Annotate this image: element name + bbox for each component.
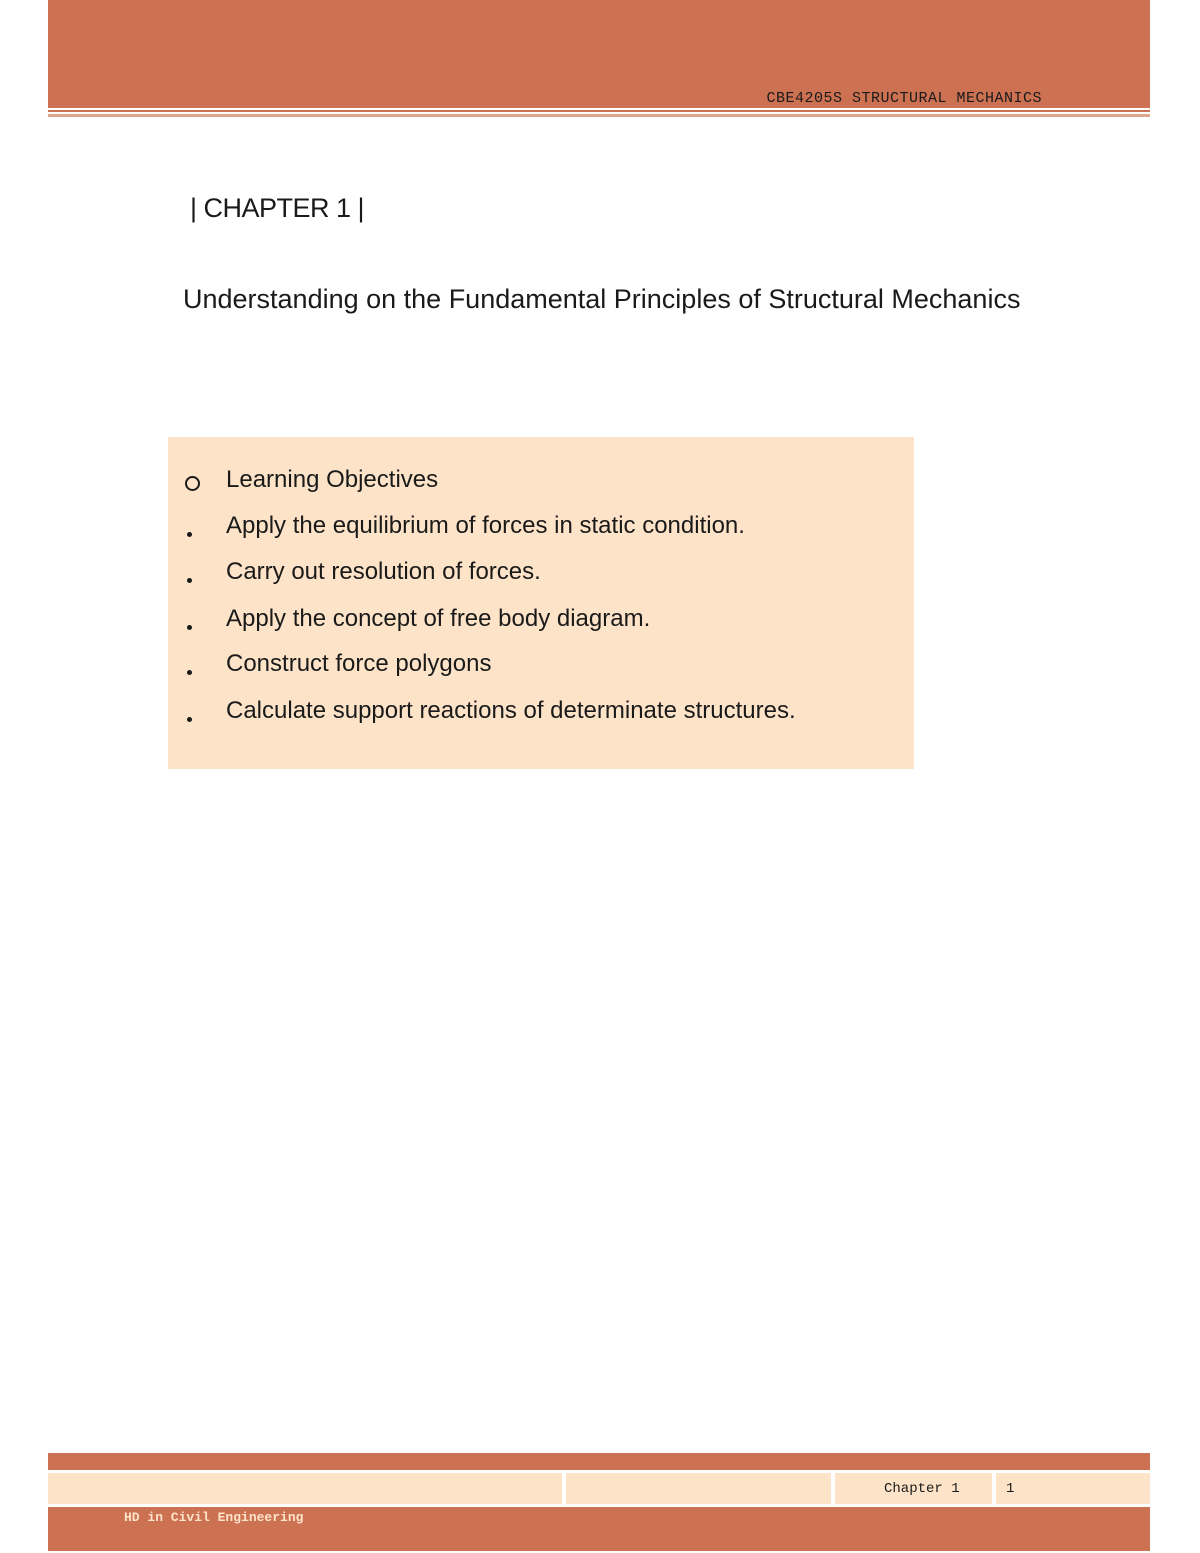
chapter-label: | CHAPTER 1 | — [190, 193, 365, 223]
circle-bullet-icon — [185, 476, 200, 491]
header-rule-light — [48, 114, 1150, 117]
dot-bullet-icon — [187, 578, 192, 583]
objective-text: Carry out resolution of forces. — [226, 558, 541, 585]
objective-item — [168, 697, 914, 731]
footer-cell — [48, 1473, 562, 1504]
dot-bullet-icon — [187, 670, 192, 675]
objective-text: Apply the concept of free body diagram. — [226, 605, 651, 632]
chapter-title: Understanding on the Fundamental Principles of Structural Mechanics — [183, 284, 1021, 314]
page-number: 1 — [1006, 1481, 1015, 1497]
footer-chapter-label: Chapter 1 — [884, 1481, 960, 1497]
learning-objectives-panel — [168, 437, 914, 769]
header-rule — [48, 110, 1150, 112]
objectives-heading-row — [168, 466, 914, 500]
dot-bullet-icon — [187, 717, 192, 722]
course-code: CBE4205S STRUCTURAL MECHANICS — [766, 90, 1042, 107]
objectives-heading: Learning Objectives — [226, 466, 439, 493]
footer-band — [48, 1453, 1150, 1470]
dot-bullet-icon — [187, 532, 192, 537]
objective-text: Construct force polygons — [226, 650, 492, 677]
objective-text: Calculate support reactions of determinate structures. — [226, 697, 796, 724]
program-name: HD in Civil Engineering — [124, 1510, 304, 1525]
objective-item — [168, 605, 914, 639]
objective-item — [168, 650, 914, 684]
objective-text: Apply the equilibrium of forces in static condition. — [226, 512, 745, 539]
objective-item — [168, 558, 914, 592]
objective-item — [168, 512, 914, 546]
footer-cell — [566, 1473, 831, 1504]
footer-page-cell — [996, 1473, 1150, 1504]
dot-bullet-icon — [187, 625, 192, 630]
